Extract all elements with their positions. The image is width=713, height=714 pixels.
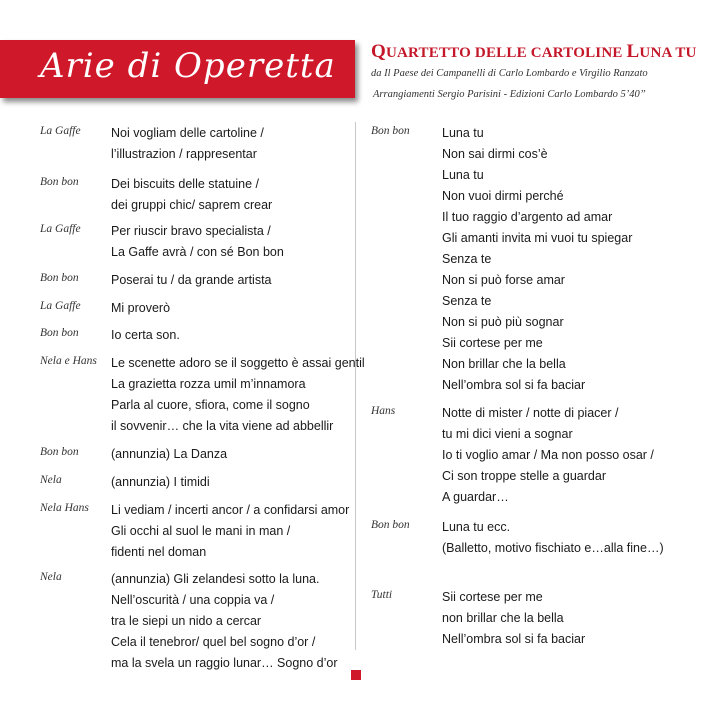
- lyric-lines: [442, 403, 654, 508]
- title-banner: [0, 40, 355, 98]
- lyric-line: Ci son troppe stelle a guardar: [442, 469, 606, 483]
- lyric-line: il sovvenir… che la vita viene ad abbellir: [111, 419, 334, 433]
- banner-title: Arie di Operetta: [40, 46, 336, 86]
- speaker-name: Nela e Hans: [40, 355, 97, 367]
- speaker-name: Tutti: [371, 589, 393, 601]
- lyric-lines: [111, 221, 284, 263]
- lyric-line: l’illustrazion / rappresentar: [111, 147, 257, 161]
- lyric-line: Senza te: [442, 252, 492, 266]
- lyric-line: Gli amanti invita mi vuoi tu spiegar: [442, 231, 633, 245]
- lyric-line: Mi proverò: [111, 301, 171, 315]
- song-arrangement: Arrangiamenti Sergio Parisini - Edizioni Carlo Lombardo 5’40’’: [373, 89, 646, 100]
- speaker-name: Bon bon: [371, 125, 410, 137]
- song-title-initial-l: L: [626, 41, 640, 62]
- lyric-line: ma la svela un raggio lunar… Sogno d’or: [111, 656, 338, 670]
- song-title: [371, 41, 697, 63]
- lyric-line: Io certa son.: [111, 328, 180, 342]
- speaker-name: Hans: [371, 405, 396, 417]
- lyric-line: Luna tu ecc.: [442, 520, 511, 534]
- lyric-lines: [111, 444, 227, 465]
- lyric-line: Il tuo raggio d’argento ad amar: [442, 210, 613, 224]
- lyric-line: Noi vogliam delle cartoline /: [111, 126, 264, 140]
- page-marker: [351, 670, 361, 680]
- lyric-line: (annunzia) Gli zelandesi sotto la luna.: [111, 572, 320, 586]
- lyric-line: Nell’ombra sol si fa baciar: [442, 378, 586, 392]
- lyric-line: Poserai tu / da grande artista: [111, 273, 272, 287]
- speaker-name: Nela Hans: [40, 502, 89, 514]
- lyric-line: Luna tu: [442, 126, 484, 140]
- speaker-name: Bon bon: [40, 327, 79, 339]
- song-title-part-2: UNA TU: [639, 45, 697, 61]
- lyric-line: non brillar che la bella: [442, 611, 564, 625]
- lyric-line: tu mi dici vieni a sognar: [442, 427, 573, 441]
- lyric-line: (annunzia) I timidi: [111, 475, 210, 489]
- lyric-line: Non si può più sognar: [442, 315, 564, 329]
- lyric-line: Notte di mister / notte di piacer /: [442, 406, 619, 420]
- lyric-lines: [111, 569, 338, 674]
- lyric-line: dei gruppi chic/ saprem crear: [111, 198, 273, 212]
- lyric-line: Luna tu: [442, 168, 484, 182]
- lyric-line: A guardar…: [442, 490, 509, 504]
- lyric-lines: [442, 587, 585, 650]
- lyric-lines: [442, 123, 632, 396]
- lyric-line: Non si può forse amar: [442, 273, 565, 287]
- lyric-line: (Balletto, motivo fischiato e…alla fine…): [442, 541, 664, 555]
- lyric-line: Per riuscir bravo specialista /: [111, 224, 271, 238]
- lyric-line: Non brillar che la bella: [442, 357, 566, 371]
- speaker-name: Bon bon: [40, 446, 79, 458]
- lyric-line: Nell’ombra sol si fa baciar: [442, 632, 586, 646]
- speaker-name: La Gaffe: [40, 125, 81, 137]
- song-title-initial-q: Q: [371, 41, 386, 62]
- speaker-name: La Gaffe: [40, 223, 81, 235]
- lyric-line: Senza te: [442, 294, 492, 308]
- song-title-part-1: UARTETTO DELLE CARTOLINE: [385, 45, 627, 61]
- lyric-lines: [111, 298, 170, 319]
- lyric-lines: [111, 325, 180, 346]
- lyric-line: Li vediam / incerti ancor / a confidarsi amor: [111, 503, 350, 517]
- lyric-lines: [111, 500, 349, 563]
- lyric-line: Le scenette adoro se il soggetto è assai gentil: [111, 356, 365, 370]
- lyric-line: Non vuoi dirmi perché: [442, 189, 564, 203]
- lyric-line: Cela il tenebror/ quel bel sogno d’or /: [111, 635, 316, 649]
- lyric-line: La Gaffe avrà / con sé Bon bon: [111, 245, 284, 259]
- speaker-name: Bon bon: [40, 272, 79, 284]
- lyric-line: Dei biscuits delle statuine /: [111, 177, 259, 191]
- lyric-lines: [111, 123, 264, 165]
- lyric-lines: [111, 472, 210, 493]
- speaker-name: Nela: [40, 474, 62, 486]
- lyric-line: Io ti voglio amar / Ma non posso osar /: [442, 448, 654, 462]
- lyric-line: Non sai dirmi cos’è: [442, 147, 548, 161]
- speaker-name: Nela: [40, 571, 62, 583]
- song-credits: da Il Paese dei Campanelli di Carlo Lombardo e Virgilio Ranzato: [371, 68, 648, 79]
- lyric-line: Gli occhi al suol le mani in man /: [111, 524, 291, 538]
- lyric-line: Parla al cuore, sfiora, come il sogno: [111, 398, 310, 412]
- lyric-line: tra le siepi un nido a cercar: [111, 614, 262, 628]
- lyric-lines: [111, 270, 272, 291]
- lyric-line: Nell’oscurità / una coppia va /: [111, 593, 275, 607]
- lyric-lines: [111, 353, 365, 437]
- speaker-name: La Gaffe: [40, 300, 81, 312]
- speaker-name: Bon bon: [371, 519, 410, 531]
- lyric-lines: [442, 517, 664, 559]
- lyric-line: (annunzia) La Danza: [111, 447, 228, 461]
- lyric-line: La grazietta rozza umil m’innamora: [111, 377, 306, 391]
- lyric-line: Sii cortese per me: [442, 336, 543, 350]
- speaker-name: Bon bon: [40, 176, 79, 188]
- lyric-line: fidenti nel doman: [111, 545, 207, 559]
- lyric-lines: [111, 174, 272, 216]
- lyric-line: Sii cortese per me: [442, 590, 543, 604]
